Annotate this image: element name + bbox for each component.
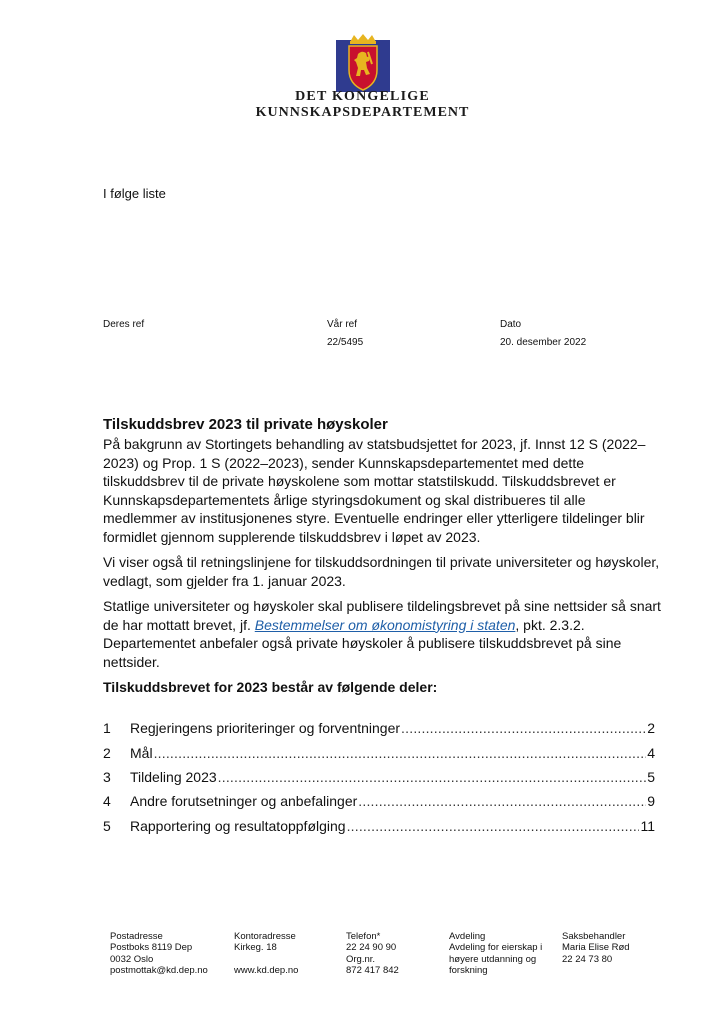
paragraph-3 <box>103 597 663 671</box>
toc-title: Andre forutsetninger og anbefalinger <box>130 793 358 809</box>
toc-page: 4 <box>647 745 655 761</box>
logo-line-1: DET KONGELIGE <box>295 89 430 104</box>
footer-line: forskning <box>449 965 488 977</box>
footer-line: Avdeling for eierskap i <box>449 942 543 954</box>
footer-website[interactable]: www.kd.dep.no <box>234 965 299 977</box>
footer-line <box>234 954 298 965</box>
okonomistyring-link[interactable]: Bestemmelser om økonomistyring i staten <box>254 616 516 633</box>
paragraph-1: På bakgrunn av Stortingets behandling av statsbudsjettet for 2023, jf. Innst 12 S (2022–2023) og Prop. 1 S (2022–2023), sender Kunnskapsdepartementet med dette tilskuddsbrev til de private høyskolene som mottar statstilskudd. Tilskuddsbrevet er Kunnskapsdepartementets årlige styringsdokument og skal distribueres til alle medlemmer av institusjonenes styre. Eventuelle endringer eller ytterligere tildelinger blir formidlet gjennom supplerende tilskuddsbrev i løpet av 2023. <box>103 436 646 545</box>
toc-entry[interactable] <box>103 720 655 740</box>
recipient: I følge liste <box>103 186 166 201</box>
footer-label: Postadresse <box>110 931 163 942</box>
toc-title: Regjeringens prioriteringer og forventninger <box>130 720 401 736</box>
toc-entry[interactable] <box>103 818 655 838</box>
var-ref-label: Vår ref <box>327 319 358 330</box>
footer-label: Telefon* <box>346 931 381 942</box>
logo-line-2: KUNNSKAPSDEPARTEMENT <box>255 105 470 120</box>
dato-label: Dato <box>500 319 522 330</box>
footer-line: 22 24 73 80 <box>562 953 613 965</box>
footer-line: 0032 Oslo <box>110 953 154 965</box>
toc-number: 2 <box>103 745 111 761</box>
footer-label: Saksbehandler <box>562 931 626 942</box>
toc-page: 11 <box>640 818 655 834</box>
footer-line: høyere utdanning og <box>449 953 537 965</box>
toc-entry[interactable] <box>103 793 655 813</box>
toc-leader <box>401 720 646 736</box>
footer-label: Avdeling <box>449 931 486 942</box>
parts-heading: Tilskuddsbrevet for 2023 består av følgende deler: <box>103 679 438 695</box>
toc-leader <box>347 818 640 834</box>
toc-entry[interactable] <box>103 745 655 765</box>
toc-number: 1 <box>103 720 111 736</box>
toc-title: Rapportering og resultatoppfølging <box>130 818 346 834</box>
footer-line: Maria Elise Rød <box>562 942 630 954</box>
toc-title: Mål <box>130 745 153 761</box>
toc-number: 5 <box>103 818 111 834</box>
paragraph-3-text-after: , pkt. 2.3.2. Departementet anbefaler også private høyskoler å publisere tilskuddsbrevet på sine nettsider. <box>103 616 622 670</box>
footer-line: Org.nr. <box>346 953 376 965</box>
toc-page: 9 <box>647 793 655 809</box>
toc-leader <box>154 745 647 761</box>
toc-page: 5 <box>647 769 655 785</box>
toc-entry[interactable] <box>103 769 655 789</box>
toc-leader <box>358 793 646 809</box>
paragraph-3-text-before: Statlige universiteter og høyskoler skal publisere tildelingsbrevet på sine nettsider så snart de har mottatt brevet, jf. <box>103 598 661 633</box>
footer-saksbehandler <box>562 931 630 965</box>
coat-of-arms-icon <box>336 34 390 92</box>
toc-leader <box>218 769 647 785</box>
toc-number: 4 <box>103 793 111 809</box>
footer-line: Postboks 8119 Dep <box>110 942 193 954</box>
dato-value: 20. desember 2022 <box>500 337 587 348</box>
footer-postadresse <box>110 931 208 977</box>
footer-line: Kirkeg. 18 <box>234 942 277 954</box>
toc-page: 2 <box>647 720 655 736</box>
footer-line: 22 24 90 90 <box>346 942 397 954</box>
footer-line: 872 417 842 <box>346 965 399 977</box>
deres-ref-label: Deres ref <box>103 319 145 330</box>
footer-email[interactable]: postmottak@kd.dep.no <box>110 965 208 977</box>
toc-number: 3 <box>103 769 111 785</box>
ministry-logo <box>255 28 470 128</box>
footer-kontoradresse <box>234 931 298 977</box>
footer-label: Kontoradresse <box>234 931 296 942</box>
var-ref-value: 22/5495 <box>327 337 364 348</box>
footer-avdeling <box>449 931 542 977</box>
footer-telefon <box>346 931 399 977</box>
letter-title: Tilskuddsbrev 2023 til private høyskoler <box>103 416 388 433</box>
toc-title: Tildeling 2023 <box>130 769 217 785</box>
paragraph-2: Vi viser også til retningslinjene for tilskuddsordningen til private universiteter og høyskoler, vedlagt, som gjelder fra 1. januar 2023. <box>103 554 660 589</box>
